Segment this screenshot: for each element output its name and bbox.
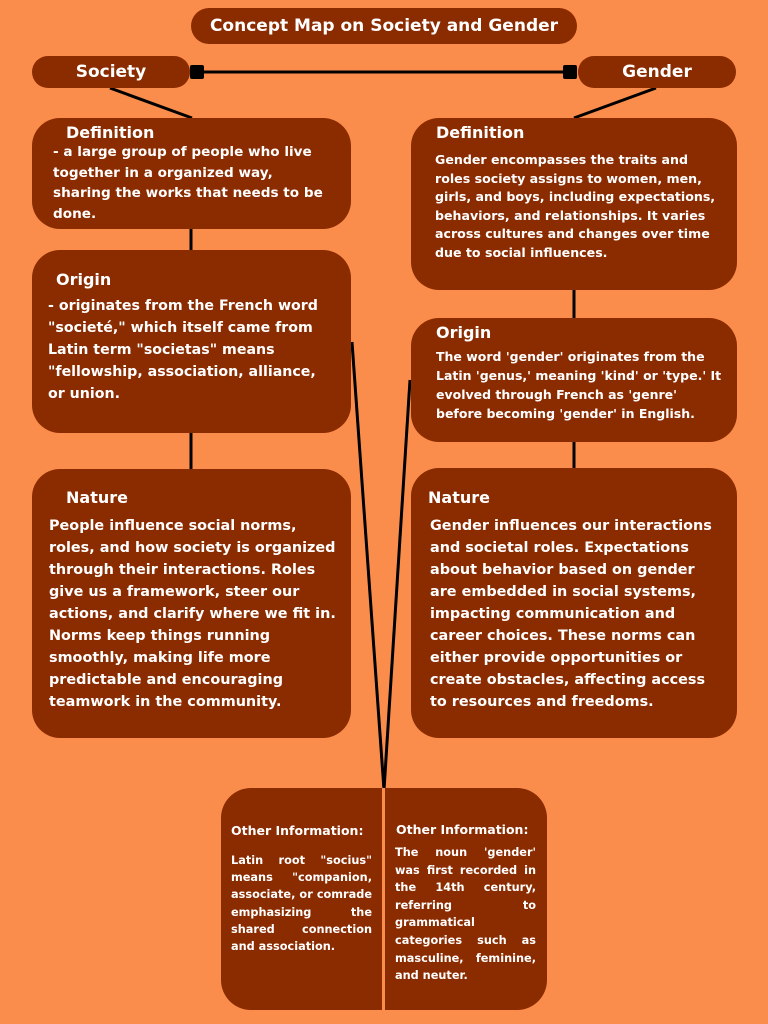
gender-nature-text: Gender influences our interactions and societal roles. Expectations about behavior based on gender are embedded in social systems, impacting communication and career choices. These norms can either provide opportunities or create obstacles, affecting access to resources and freedoms. bbox=[430, 518, 712, 710]
gender-other-text: The noun 'gender' was first recorded in the 14th century, referring to grammatical categories such as masculine, feminine, and neuter. bbox=[395, 846, 536, 983]
gender-origin-other-link bbox=[384, 380, 410, 790]
society-to-definition-link bbox=[110, 88, 192, 118]
society-nature-box bbox=[32, 469, 351, 738]
society-other-heading: Other Information: bbox=[231, 823, 364, 838]
gender-connector-node bbox=[563, 65, 577, 79]
other-information-box bbox=[221, 788, 547, 1010]
gender-definition-heading: Definition bbox=[436, 123, 525, 142]
society-origin-box bbox=[32, 250, 351, 433]
gender-label: Gender bbox=[622, 62, 692, 82]
other-information-divider bbox=[382, 788, 385, 1010]
gender-to-definition-link bbox=[574, 88, 656, 118]
society-label: Society bbox=[75, 62, 147, 82]
gender-definition-box bbox=[411, 118, 737, 290]
society-origin-heading: Origin bbox=[56, 270, 112, 289]
society-nature-heading: Nature bbox=[66, 488, 128, 507]
gender-definition-text: Gender encompasses the traits and roles society assigns to women, men, girls, and boys, including expectations, behaviors, and relationships. It varies across cultures and changes over time due to social influences. bbox=[435, 152, 716, 260]
society-definition-text: - a large group of people who live together in a organized way, sharing the works that needs to be done. bbox=[53, 144, 323, 222]
society-origin-text: - originates from the French word "societé," which itself came from Latin term "societas" means "fellowship, association, alliance, or union. bbox=[48, 298, 318, 402]
society-definition-heading: Definition bbox=[66, 123, 155, 142]
gender-origin-text: The word 'gender' originates from the Latin 'genus,' meaning 'kind' or 'type.' It evolved through French as 'genre' before becoming 'gender' in English. bbox=[436, 349, 722, 421]
page-title bbox=[191, 8, 577, 44]
page-title-text: Concept Map on Society and Gender bbox=[209, 16, 559, 36]
society-definition-box bbox=[32, 118, 351, 229]
gender-nature-heading: Nature bbox=[428, 488, 490, 507]
gender-node bbox=[578, 56, 736, 88]
society-origin-other-link bbox=[352, 342, 384, 790]
society-node bbox=[32, 56, 190, 88]
gender-origin-box bbox=[411, 318, 737, 442]
society-nature-text: People influence social norms, roles, and how society is organized through their interactions. Roles give us a framework, steer our actions, and clarify where we fit in. Norms keep things running smoothly, making life more predictable and encouraging teamwork in the community. bbox=[49, 518, 336, 710]
society-connector-node bbox=[190, 65, 204, 79]
gender-origin-heading: Origin bbox=[436, 323, 492, 342]
gender-other-heading: Other Information: bbox=[396, 822, 529, 837]
gender-nature-box bbox=[411, 468, 737, 738]
society-other-text: Latin root "socius" means "companion, associate, or comrade emphasizing the shared connection and association. bbox=[231, 854, 372, 954]
